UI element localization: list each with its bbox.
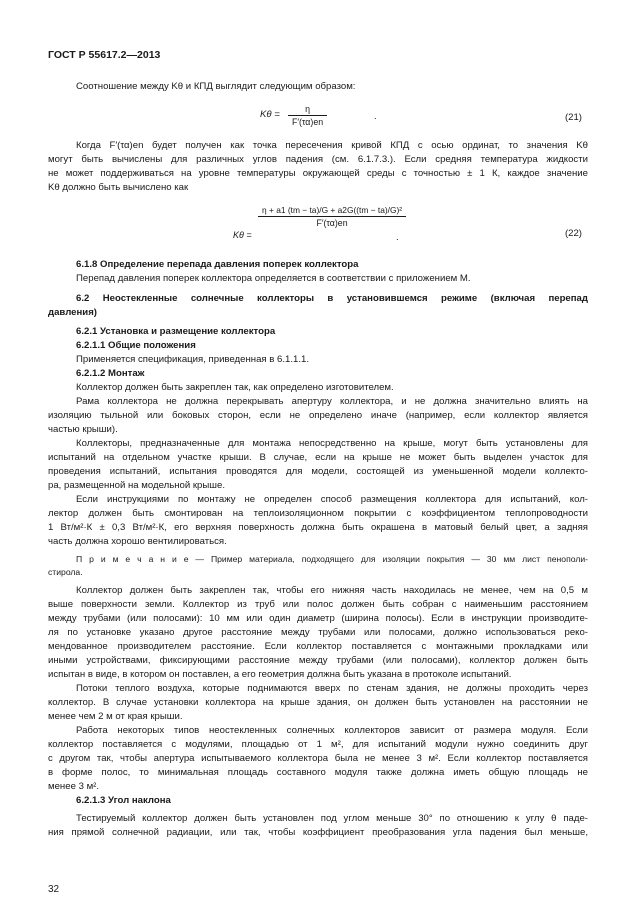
fraction-bar <box>258 216 406 217</box>
mount-para-2-line-3: частью крыши). <box>48 424 118 435</box>
eq21-fraction <box>288 104 327 127</box>
mount-para-7-line-3: с другом так, чтобы апертура испытываемого коллектора была не менее 3 м². Если коллектор поставляется <box>48 753 588 764</box>
section-6-2-title-line-2: давления) <box>48 307 97 318</box>
section-6-2-1-3-title: 6.2.1.3 Угол наклона <box>76 795 171 806</box>
eq22-lhs: Kθ = <box>233 230 252 240</box>
mount-para-3-line-3: проведения испытаний, испытания проводятся для модели, состоящей из уменьшенной модели коллекто- <box>48 466 588 477</box>
note-line-2: стирола. <box>48 567 83 577</box>
mount-para-4-line-2: лектор должен быть смонтирован на теплоизоляционном покрытии с коэффициентом теплопроводности <box>48 508 588 519</box>
mount-para-4-line-1: Если инструкциями по монтажу не определен способ размещения коллектора для испытаний, кол- <box>76 494 588 505</box>
mount-para-2-line-1: Рама коллектора не должна перекрывать апертуру коллектора, и не должна значительно влиять на <box>76 396 588 407</box>
mount-para-3-line-1: Коллекторы, предназначенные для монтажа непосредственно на крыше, могут быть установлены для <box>76 438 588 449</box>
mount-para-5-line-4: ля по установке указано другое расстояние между трубами или полосами, должно использоваться реко- <box>48 627 588 638</box>
mount-para-4-line-4: часть должна хорошо вентилироваться. <box>48 536 227 547</box>
eq21-lhs: Kθ = <box>260 109 280 120</box>
mount-para-7-line-4: в форме полос, то минимальная площадь составного модуля также должна иметь общую площадь не <box>48 767 588 778</box>
para-when-line-3: не может поддерживаться на уровне температуры окружающей среды с точностью ± 1 К, каждое значение <box>48 168 588 179</box>
mount-para-3-line-2: испытаний на отдельном участке крыши. В случае, если на крыше не может быть выделен участок для <box>48 452 588 463</box>
section-6-2-1-1-text: Применяется спецификация, приведенная в 6.1.1.1. <box>76 354 310 365</box>
mount-para-7-line-1: Работа некоторых типов неостекленных солнечных коллекторов зависит от размера модуля. Если <box>76 725 588 736</box>
tilt-para-line-2: ния прямой солнечной радиации, или так, чтобы коэффициент преобразования угла падения был меньше, <box>48 827 588 838</box>
mount-para-5-line-6: иными устройствами, фиксирующими расстояние между трубами (или полосами), коллектор должен быть <box>48 655 588 666</box>
fraction-bar <box>288 115 327 116</box>
mount-para-3-line-4: ра, размещенной на модельной крыше. <box>48 480 225 491</box>
eq22-numerator: η + a1 (tm − ta)/G + a2G((tm − ta)/G)² <box>262 205 403 215</box>
eq22-number: (22) <box>564 228 582 239</box>
mount-para-7-line-2: коллектор поставляется с модулями, площадью от 1 м², для испытаний модули нужно соединить друг <box>48 739 588 750</box>
section-6-2-1-title: 6.2.1 Установка и размещение коллектора <box>76 326 276 337</box>
eq22-tail: . <box>396 232 399 243</box>
note-line-1: П р и м е ч а н и е — Пример материала, подходящего для изоляции покрытия — 30 мм лист пенополи- <box>76 554 588 564</box>
eq21-tail: . <box>374 111 377 122</box>
section-6-1-8-title: 6.1.8 Определение перепада давления поперек коллектора <box>76 259 359 270</box>
section-6-2-1-2-title: 6.2.1.2 Монтаж <box>76 368 145 379</box>
section-6-1-8-text: Перепад давления поперек коллектора определяется в соответствии с приложением М. <box>76 273 471 284</box>
eq21-denominator: F′(τα)en <box>292 117 324 127</box>
mount-para-5-line-3: между трубами (или полосами): 10 мм или один диаметр (ширина полосы). Если в инструкции производите- <box>48 613 588 624</box>
para-when-line-2: могут быть вычислены для различных углов падения (см. 6.1.7.3.). Если средняя температура жидкости <box>48 154 588 165</box>
mount-para-6-line-2: коллектор. В случае установки коллектора на крыше здания, он должен быть установлен на расстоянии не <box>48 697 588 708</box>
para-when-line-1: Когда F′(τα)en будет получен как точка пересечения кривой КПД с осью ординат, то значения Kθ <box>76 140 588 151</box>
tilt-para-line-1: Тестируемый коллектор должен быть установлен под углом меньше 30° по отношению к углу θ паде- <box>76 813 588 824</box>
mount-para-6-line-1: Потоки теплого воздуха, которые поднимаются вверх по стенам здания, не должны проходить через <box>76 683 588 694</box>
eq21-numerator: η <box>305 104 310 114</box>
eq21-number: (21) <box>564 112 582 123</box>
mount-para-2-line-2: изоляцию тыльной или боковых сторон, если не определено иначе (например, если коллектор является <box>48 410 588 421</box>
mount-para-7-line-5: менее 3 м². <box>48 781 100 792</box>
section-6-2-1-1-title: 6.2.1.1 Общие положения <box>76 340 196 351</box>
eq22-denominator: F′(τα)en <box>316 218 348 228</box>
section-6-2-title-line-1: 6.2 Неостекленные солнечные коллекторы в установившемся режиме (включая перепад <box>76 293 588 304</box>
intro-line: Соотношение между Kθ и КПД выглядит следующим образом: <box>76 81 356 92</box>
mount-para-4-line-3: 1 Вт/м²·К ± 0,3 Вт/м²·К, его верхняя поверхность должна быть окрашена в матовый белый цвет, а задняя <box>48 522 588 533</box>
running-header: ГОСТ Р 55617.2—2013 <box>48 49 161 61</box>
mount-para-1: Коллектор должен быть закреплен так, как определено изготовителем. <box>76 382 394 393</box>
page-number: 32 <box>48 884 60 895</box>
mount-para-5-line-5: мендованное производителем расстояние. Если коллектор поставляется с монтажными прокладками или <box>48 641 588 652</box>
mount-para-5-line-2: выше поверхности земли. Коллектор из труб или полос должен быть собран с наименьшим расстоянием <box>48 599 588 610</box>
eq22-fraction <box>258 205 406 228</box>
mount-para-5-line-7: испытан в виде, в котором он поставлен, а его геометрия должна быть указана в протоколе испытаний. <box>48 669 512 680</box>
mount-para-5-line-1: Коллектор должен быть закреплен так, чтобы его нижняя часть находилась не менее, чем на 0,5 м <box>76 585 588 596</box>
mount-para-6-line-3: менее чем 2 м от края крыши. <box>48 711 183 722</box>
para-when-line-4: Kθ должно быть вычислено как <box>48 182 189 193</box>
